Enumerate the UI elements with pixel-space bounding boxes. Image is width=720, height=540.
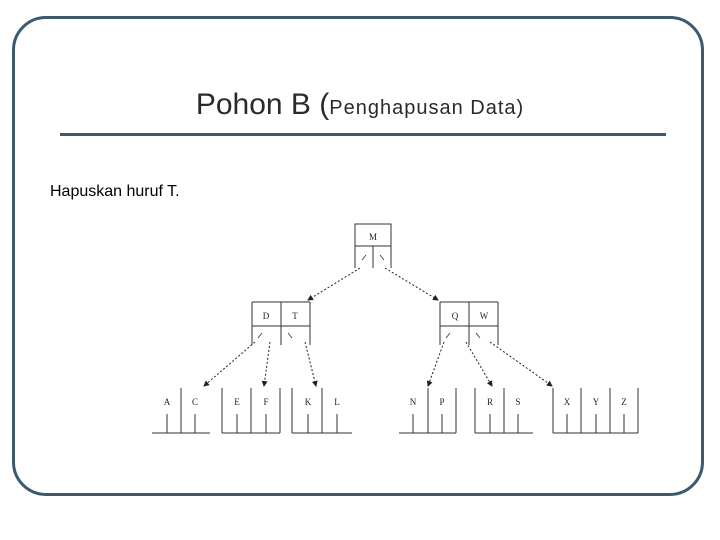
title-main: Pohon B ( <box>195 88 330 121</box>
arrow-q-right <box>466 342 492 386</box>
leaf-x-y-z <box>553 388 638 433</box>
key-p: P <box>439 397 445 407</box>
leaf-e-f <box>222 388 280 433</box>
node-q-w <box>440 302 498 345</box>
arrow-w-right <box>490 342 552 386</box>
arrow-q-left <box>428 342 444 386</box>
arrow-d-right <box>264 342 270 386</box>
arrow-d-left <box>204 342 255 386</box>
key-n: N <box>409 397 417 407</box>
key-c: C <box>191 397 199 407</box>
arrow-m-to-dt <box>308 268 360 300</box>
key-e: E <box>234 397 240 407</box>
arrow-t-right <box>305 342 316 386</box>
key-a: A <box>163 397 171 407</box>
root-node <box>355 224 391 268</box>
node-d-t <box>252 302 310 345</box>
key-x: X <box>563 397 571 407</box>
key-r: R <box>486 397 494 407</box>
instruction-text: Hapuskan huruf T. <box>50 183 180 200</box>
leaf-n-p <box>399 388 456 433</box>
key-w: W <box>479 311 489 321</box>
key-f: F <box>263 397 269 407</box>
key-d: D <box>262 311 270 321</box>
leaf-r-s <box>475 388 533 433</box>
key-t: T <box>292 311 298 321</box>
key-k: K <box>304 397 312 407</box>
key-y: Y <box>592 397 600 407</box>
key-q: Q <box>451 311 459 321</box>
key-s: S <box>515 397 521 407</box>
arrow-m-to-qw <box>385 268 438 300</box>
key-m: M <box>368 232 378 242</box>
leaf-a-c <box>152 388 210 433</box>
key-l: L <box>334 397 340 407</box>
tree-arrows <box>204 268 552 386</box>
title-sub: Penghapusan Data) <box>329 97 525 119</box>
key-z: Z <box>621 397 627 407</box>
leaf-k-l <box>292 388 352 433</box>
